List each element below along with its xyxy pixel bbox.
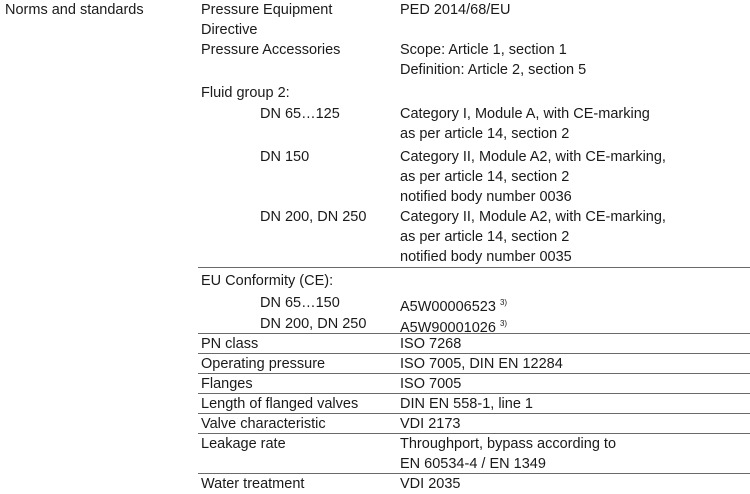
table-row-leakage-rate [198,434,750,474]
fluid-group-value-line: as per article 14, section 2 [400,169,570,185]
pressure-equipment-value: PED 2014/68/EU [400,2,511,18]
eu-conformity-row [198,312,750,334]
fluid-group-heading-row [198,83,750,104]
table-row-pressure-equipment [198,0,750,40]
fluid-group-row [198,104,750,147]
pressure-accessories-label: Pressure Accessories [201,42,341,58]
pressure-accessories-value [400,40,745,80]
row-value: VDI 2035 [400,476,461,492]
row-value: ISO 7005 [400,376,462,392]
table-row-pn-class [198,334,750,354]
fluid-group-dn: DN 150 [260,149,310,165]
fluid-group-value [400,207,745,267]
row-label: Leakage rate [201,436,286,452]
fluid-group-value [400,104,745,144]
row-label: Valve characteristic [201,416,326,432]
row-label: Length of flanged valves [201,396,359,412]
eu-conformity-heading-row [198,268,750,291]
pressure-equipment-label [201,0,391,40]
eu-conformity-code: A5W90001026 [400,319,496,336]
row-label: Water treatment [201,476,305,492]
row-value-line: Throughport, bypass according to [400,436,617,452]
row-value: DIN EN 558-1, line 1 [400,396,533,412]
table-row-flanges [198,374,750,394]
fluid-group-row [198,147,750,207]
fluid-group-value-line: Category II, Module A2, with CE-marking, [400,209,666,225]
fluid-group-value-line: as per article 14, section 2 [400,229,570,245]
row-value-line: EN 60534-4 / EN 1349 [400,456,546,472]
fluid-group-dn: DN 65…125 [260,106,340,122]
row-value [400,434,745,474]
row-value: ISO 7268 [400,336,462,352]
standards-table [198,0,750,494]
fluid-group-heading: Fluid group 2: [201,85,290,101]
fluid-group-value-line: notified body number 0035 [400,249,572,265]
row-label: PN class [201,336,259,352]
table-row-length-of-flanged-valves [198,394,750,414]
pressure-accessories-value-line-1: Scope: Article 1, section 1 [400,42,567,58]
row-value: ISO 7005, DIN EN 12284 [400,356,563,372]
eu-conformity-code: A5W00006523 [400,298,496,315]
pressure-equipment-label-line-2: Directive [201,22,258,38]
table-row-operating-pressure [198,354,750,374]
fluid-group-value-line: Category I, Module A, with CE-marking [400,106,650,122]
footnote-marker: 3) [499,319,508,328]
eu-conformity-heading: EU Conformity (CE): [201,273,334,289]
table-row-pressure-accessories [198,40,750,83]
row-label: Flanges [201,376,253,392]
eu-conformity-row [198,291,750,315]
row-label: Operating pressure [201,356,326,372]
footnote-marker: 3) [499,298,508,307]
pressure-accessories-value-line-2: Definition: Article 2, section 5 [400,62,587,78]
table-row-valve-characteristic [198,414,750,434]
pressure-equipment-label-line-1: Pressure Equipment [201,2,333,18]
eu-conformity-dn: DN 200, DN 250 [260,316,367,332]
fluid-group-value [400,147,745,207]
section-title: Norms and standards [5,2,144,18]
fluid-group-value-line: as per article 14, section 2 [400,126,570,142]
fluid-group-value-line: Category II, Module A2, with CE-marking, [400,149,666,165]
fluid-group-dn: DN 200, DN 250 [260,209,367,225]
row-value: VDI 2173 [400,416,461,432]
table-row-water-treatment [198,474,750,494]
fluid-group-value-line: notified body number 0036 [400,189,572,205]
fluid-group-row [198,207,750,268]
eu-conformity-dn: DN 65…150 [260,295,340,311]
